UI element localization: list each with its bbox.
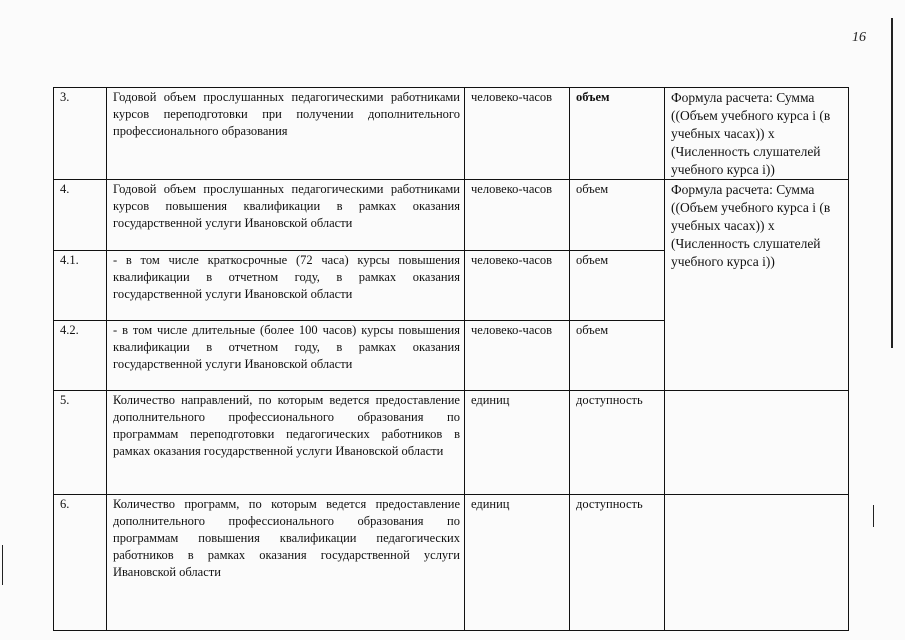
- row-unit: человеко-часов: [465, 180, 570, 251]
- row-description: Количество программ, по которым ведется предоставление дополнительного профессионального образования по программам повышения квалификации педагогических работников в рамках оказания государственной услуги Ивановской области: [107, 495, 465, 631]
- scan-mark-right-lower: [873, 505, 874, 527]
- row-formula: Формула расчета: Сумма ((Объем учебного курса i (в учебных часах)) x (Численность слушателей учебного курса i)): [665, 180, 849, 391]
- row-unit: человеко-часов: [465, 88, 570, 180]
- row-description: Количество направлений, по которым ведется предоставление дополнительного профессионального образования по программам переподготовки педагогических работников в рамках оказания государственной услуги Ивановской области: [107, 391, 465, 495]
- row-unit: человеко-часов: [465, 321, 570, 391]
- table-row: [54, 180, 849, 251]
- row-number: 4.1.: [54, 251, 107, 321]
- row-type: объем: [570, 321, 665, 391]
- row-number: 4.: [54, 180, 107, 251]
- row-type: доступность: [570, 391, 665, 495]
- row-unit: единиц: [465, 495, 570, 631]
- row-description: - в том числе длительные (более 100 часов) курсы повышения квалификации в отчетном году, в рамках оказания государственной услуги Ивановской области: [107, 321, 465, 391]
- row-type: доступность: [570, 495, 665, 631]
- row-number: 4.2.: [54, 321, 107, 391]
- row-number: 5.: [54, 391, 107, 495]
- row-description: Годовой объем прослушанных педагогическими работниками курсов переподготовки при получении дополнительного профессионального образования: [107, 88, 465, 180]
- row-description: - в том числе краткосрочные (72 часа) курсы повышения квалификации в отчетном году, в рамках оказания государственной услуги Ивановской области: [107, 251, 465, 321]
- row-type: объем: [570, 88, 665, 180]
- row-type: объем: [570, 251, 665, 321]
- row-unit: человеко-часов: [465, 251, 570, 321]
- table-row: [54, 391, 849, 495]
- indicators-table: [53, 87, 849, 631]
- row-formula: Формула расчета: Сумма ((Объем учебного курса i (в учебных часах)) x (Численность слушателей учебного курса i)): [665, 88, 849, 180]
- row-description: Годовой объем прослушанных педагогическими работниками курсов повышения квалификации в рамках оказания государственной услуги Ивановской области: [107, 180, 465, 251]
- scan-mark-left: [2, 545, 3, 585]
- row-number: 3.: [54, 88, 107, 180]
- row-number: 6.: [54, 495, 107, 631]
- row-formula: [665, 391, 849, 495]
- scan-mark-right: [891, 18, 893, 348]
- page-number: 16: [852, 30, 866, 45]
- row-type: объем: [570, 180, 665, 251]
- table-row: [54, 495, 849, 631]
- row-unit: единиц: [465, 391, 570, 495]
- row-formula: [665, 495, 849, 631]
- table-row: [54, 88, 849, 180]
